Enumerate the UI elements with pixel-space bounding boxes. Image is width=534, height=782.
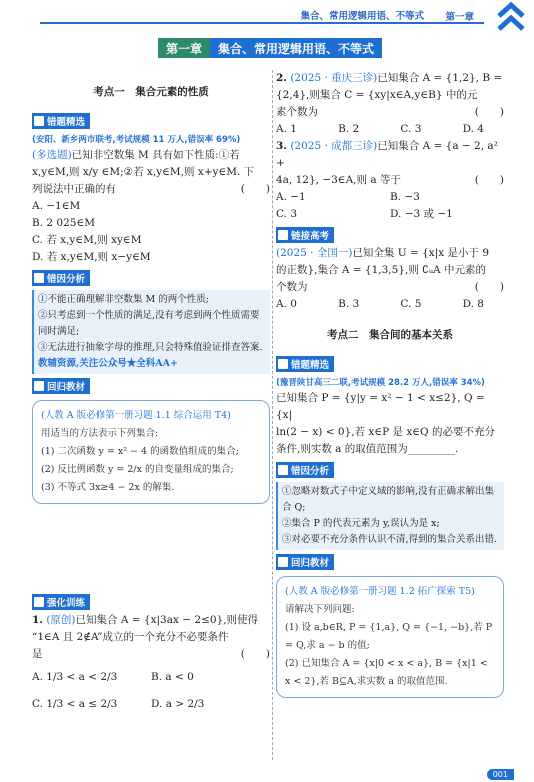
tag-icon <box>278 359 288 369</box>
tag-icon <box>34 381 44 391</box>
chevron-up-logo-icon <box>494 0 528 34</box>
question-line: 条件,则实数 a 的取值范围为_________. <box>276 443 459 455</box>
option-row: A. 1/3 < a < 2/3 B. a < 0 <box>32 671 194 683</box>
textbook-source: (人教 A 版必修第一册习题 1.1 综合运用 T4) <box>41 410 231 421</box>
question-line: 素个数为 ( ) <box>276 106 504 118</box>
section-heading-2: 考点二 集合间的基本关系 <box>327 329 453 341</box>
tag-error-selection: 错题精选 <box>32 113 90 129</box>
right-column <box>276 70 504 698</box>
banner-title: 集合、常用逻辑用语、不等式 <box>210 38 382 58</box>
column-divider <box>272 70 273 760</box>
question-line: 3. (2025 · 成都三诊)已知集合 A = {a − 2, a² + <box>276 140 498 169</box>
banner-chapter: 第一章 <box>158 38 210 58</box>
textbook-intro: 请解决下列问题: <box>285 604 355 615</box>
analysis-box <box>276 482 504 550</box>
question-line: x,y∈M,则 x/y ∈M;②若 x,y∈M,则 x+y∈M. 下 <box>32 166 255 178</box>
textbook-item: (2) 反比例函数 y = 2/x 的自变量组成的集合; <box>41 464 234 475</box>
tag-error-selection: 错题精选 <box>276 356 334 372</box>
tag-error-analysis: 错因分析 <box>276 462 334 478</box>
question-line: 的正数},集合 A = {1,3,5},则 ∁ᵤA 中元素的 <box>276 264 486 276</box>
question-line: “1∈A 且 2∉A”成立的一个充分不必要条件 <box>32 631 229 643</box>
tag-return-textbook: 回归教材 <box>276 554 334 570</box>
question-line: 列说法中正确的有 ( ) <box>32 183 270 195</box>
option-b: B. 2 025∈M <box>32 217 95 229</box>
textbook-intro: 用适当的方法表示下列集合: <box>41 428 159 439</box>
textbook-source: (人教 A 版必修第一册习题 1.2 拓广探索 T5) <box>285 586 475 597</box>
option-row: A. 0 B. 3 C. 5 D. 8 <box>276 298 484 310</box>
textbook-item: (3) 不等式 3x≥4 − 2x 的解集. <box>41 482 175 493</box>
textbook-item: (1) 二次函数 y = x² − 4 的函数值组成的集合; <box>41 446 239 457</box>
question-source: (安阳、新乡两市联考,考试规模 11 万人,错误率 69%) <box>32 135 241 145</box>
option-row: C. 3 D. −3 或 −1 <box>276 208 453 220</box>
question-line: {2,4},则集合 C = {xy|x∈A,y∈B} 中的元 <box>276 89 478 101</box>
analysis-item: ②集合 P 的代表元素为 y,误认为是 x; <box>282 518 440 529</box>
question-source: (豫晋陕甘高三二联,考试规模 28.2 万人,错误率 34%) <box>276 378 485 388</box>
promo-text: 教辅资源,关注公众号★全科AA+ <box>38 358 179 369</box>
question-line: 个数为 ( ) <box>276 281 504 293</box>
question-line: ln(2 − x) < 0},若 x∈P 是 x∈Q 的必要不充分 <box>276 426 495 438</box>
option-row: A. −1 B. −3 <box>276 191 420 203</box>
header-chapter: 第一章 <box>445 12 474 23</box>
chapter-banner <box>158 38 382 58</box>
tag-error-analysis: 错因分析 <box>32 270 90 286</box>
question-line: (2025 · 全国一)已知全集 U = {x|x 是小于 9 <box>276 247 490 259</box>
section-heading-1: 考点一 集合元素的性质 <box>93 86 209 98</box>
tag-icon <box>34 597 44 607</box>
analysis-box <box>32 290 270 374</box>
option-row: A. 1 B. 2 C. 3 D. 4 <box>276 123 484 135</box>
tag-icon <box>278 557 288 567</box>
textbook-item: (2) 已知集合 A = {x|0 < x < a}, B = {x|1 < x < 2},若 B⊆A,求实数 a 的取值范围. <box>285 658 488 687</box>
analysis-item: ②只考虑到一个性质的满足,没有考虑到两个性质需要同时满足; <box>38 310 260 337</box>
analysis-item: ①忽略对数式子中定义域的影响,没有正确求解出集合 Q; <box>282 486 495 513</box>
tag-return-textbook: 回归教材 <box>32 378 90 394</box>
left-column <box>32 70 270 713</box>
option-c: C. 若 x,y∈M,则 xy∈M <box>32 234 142 246</box>
analysis-item: ③对必要不充分条件认识不清,得到的集合关系出错. <box>282 534 498 545</box>
question-line: (多选题)已知非空数集 M 具有如下性质:①若 <box>32 149 240 161</box>
header-section-title: 集合、常用逻辑用语、不等式 <box>294 8 424 22</box>
textbook-box <box>32 400 270 504</box>
page-number: 001 <box>487 769 514 780</box>
analysis-item: ③无法进行抽象字母的推理,只会特殊值验证排查答案. 教辅资源,关注公众号★全科AA+ <box>38 342 263 369</box>
tag-icon <box>34 116 44 126</box>
tag-icon <box>34 273 44 283</box>
tag-training: 强化训练 <box>32 594 90 610</box>
textbook-item: (1) 设 a,b∈R, P = {1,a}, Q = {−1, −b},若 P = Q,求 a − b 的值; <box>285 622 493 651</box>
analysis-item: ①不能正确理解非空数集 M 的两个性质; <box>38 294 209 305</box>
option-a: A. −1∈M <box>32 200 81 212</box>
question-line: 4a, 12}, −3∈A,则 a 等于 ( ) <box>276 174 504 186</box>
question-line: 2. (2025 · 重庆三诊)已知集合 A = {1,2}, B = <box>276 72 503 84</box>
page-header <box>40 10 484 24</box>
question-line: 是 ( ) <box>32 648 270 660</box>
option-row: C. 1/3 < a ≤ 2/3 D. a > 2/3 <box>32 698 205 710</box>
question-line: 已知集合 P = {y|y = x² − 1 < x≤2}, Q = {x| <box>276 392 485 421</box>
tag-icon <box>278 230 288 240</box>
question-line: 1. (原创)已知集合 A = {x|3ax − 2≤0},则使得 <box>32 614 259 626</box>
tag-link-exam: 链接高考 <box>276 227 334 243</box>
option-d: D. 若 x,y∈M,则 x−y∈M <box>32 251 151 263</box>
textbook-box <box>276 576 504 698</box>
tag-icon <box>278 465 288 475</box>
